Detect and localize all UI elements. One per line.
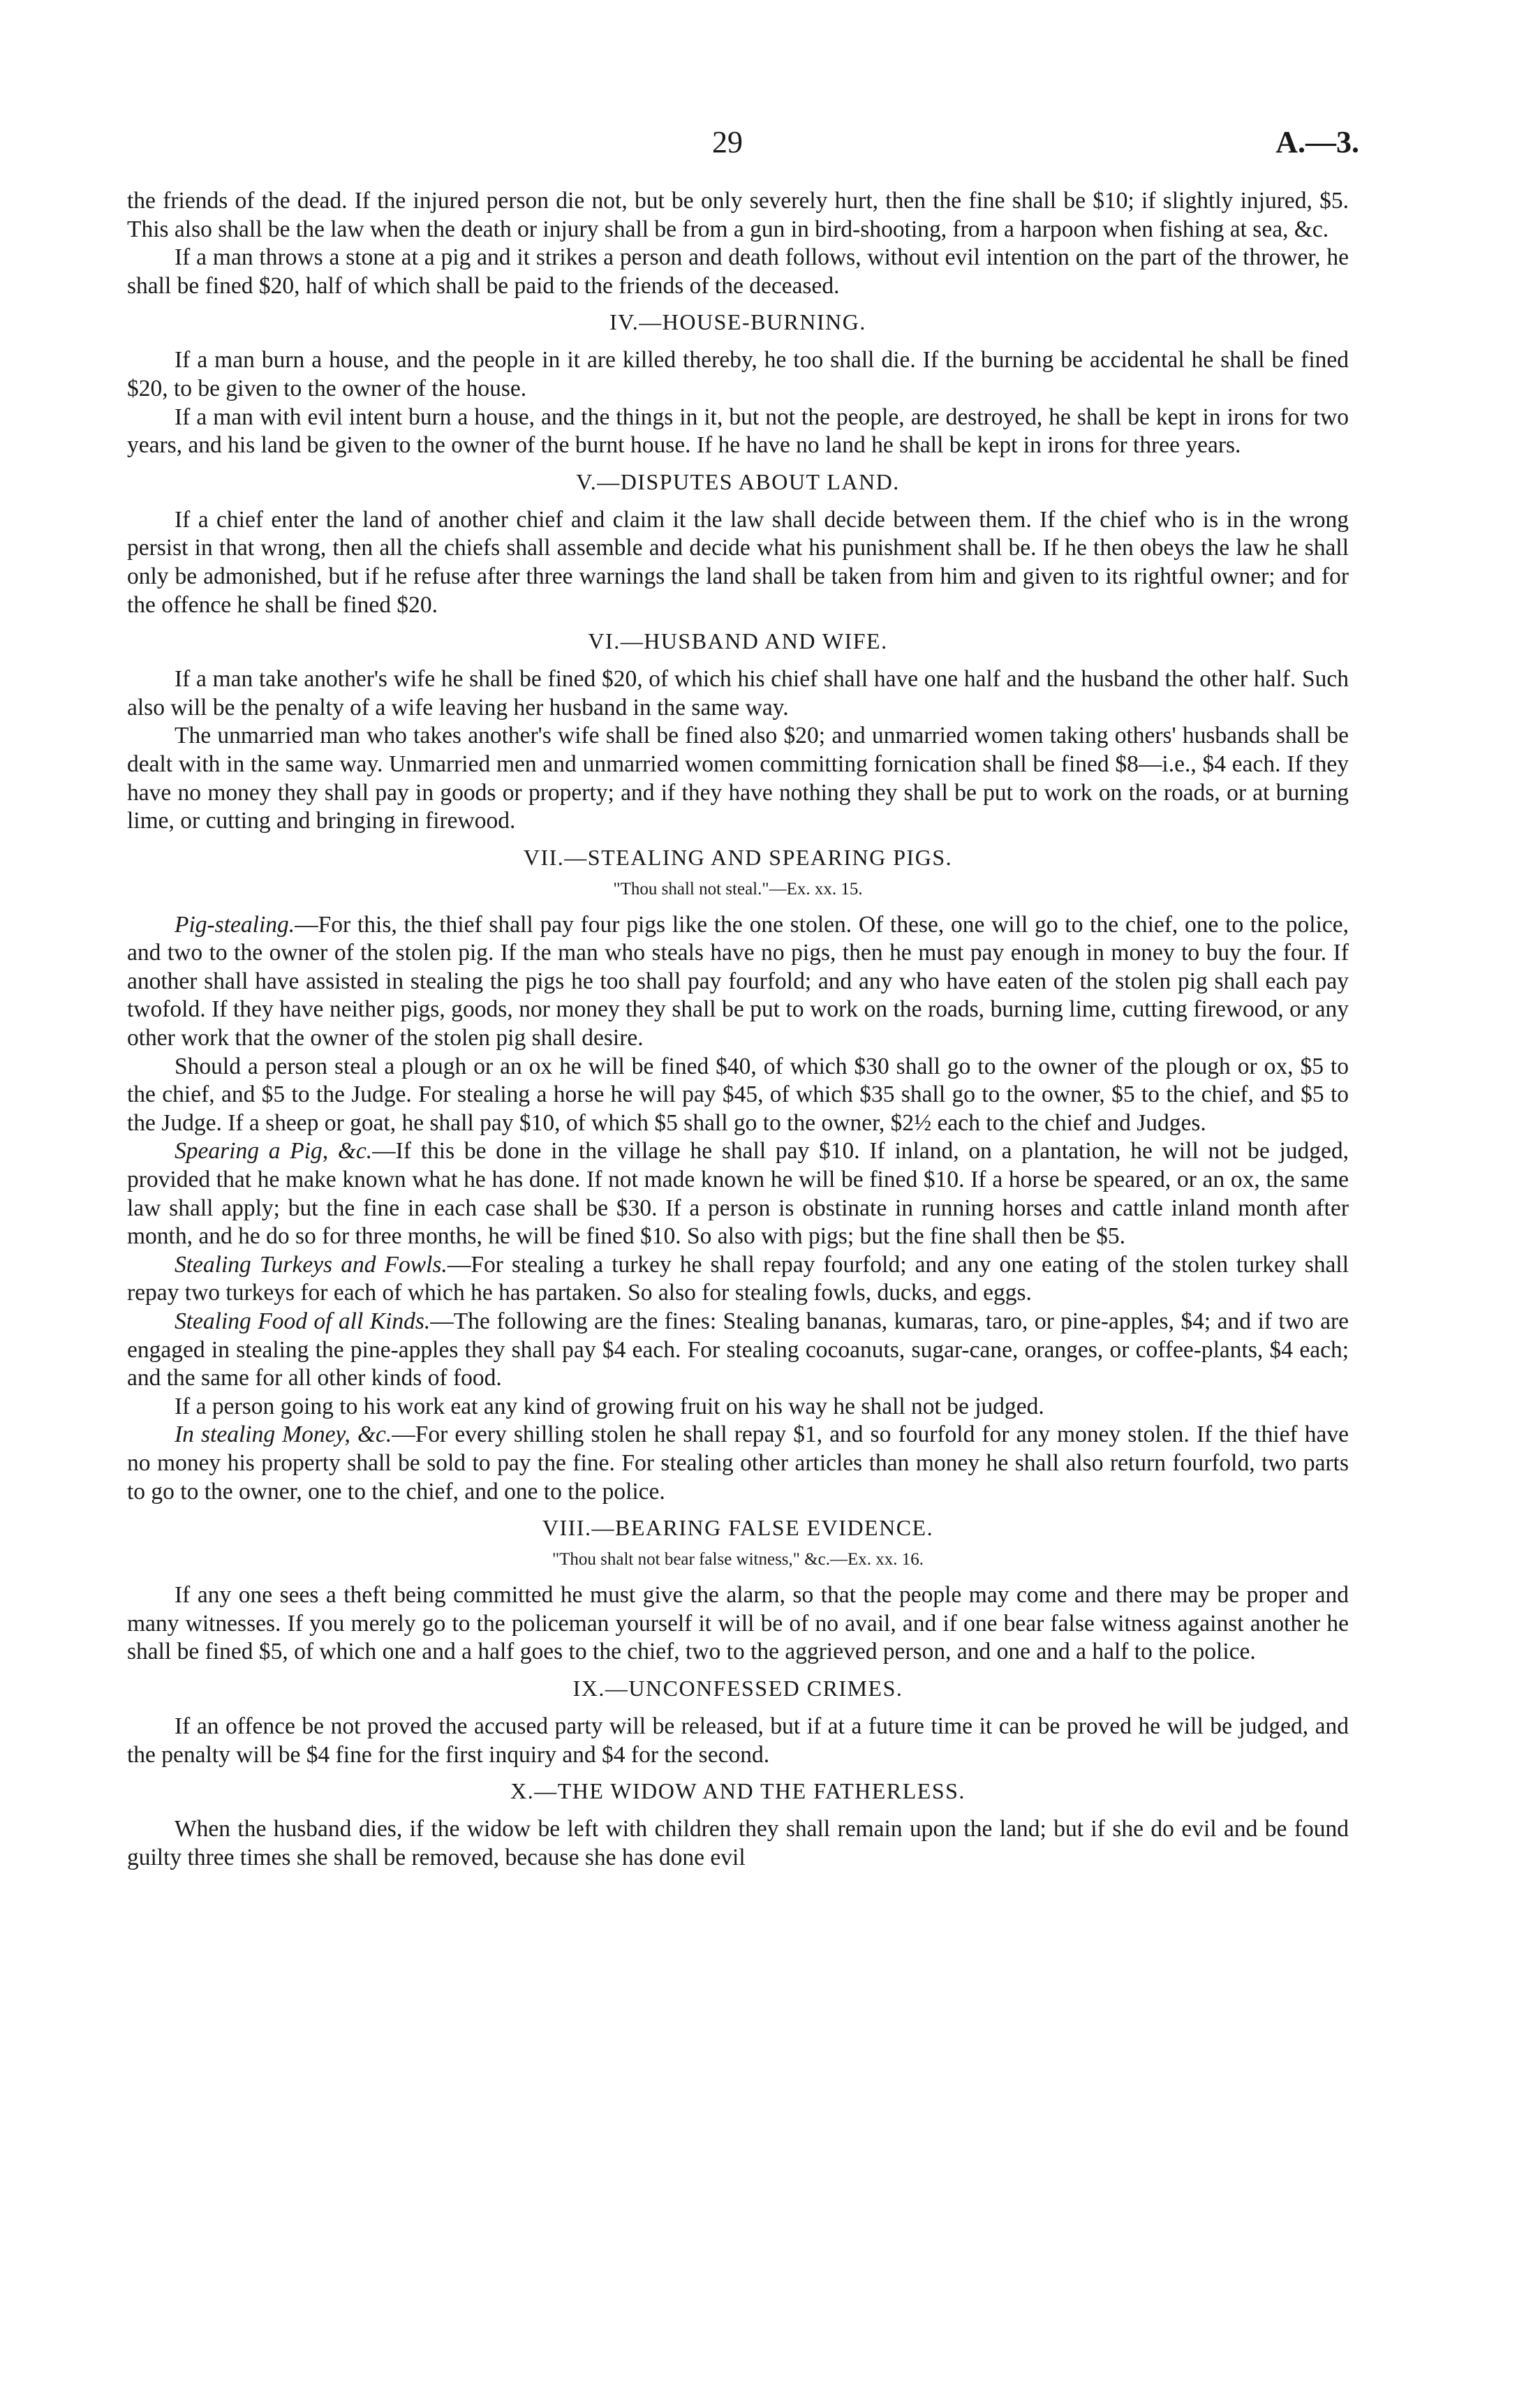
paragraph: If a chief enter the land of another chief and claim it the law shall decide between them. If the chief who is in the wrong persist in that wrong, then all the chiefs shall assemble and decide what his punishment shall be. If he then obeys the law he shall only be admonished, but if he refuse after three warnings the land shall be taken from him and given to its rightful owner; and for the offence he shall be fined $20. [127,506,1349,618]
paragraph [127,911,1349,1053]
body-text [127,187,1349,1872]
paragraph: If a man with evil intent burn a house, and the things in it, but not the people, are destroyed, he shall be kept in irons for two years, and his land be given to the owner of the burnt house. If he have no land he shall be kept in irons for three years. [127,404,1349,459]
paragraph: If a man burn a house, and the people in it are killed thereby, he too shall die. If the burning be accidental he shall be fined $20, to be given to the owner of the house. [127,347,1349,401]
paragraph: Should a person steal a plough or an ox he will be fined $40, of which $30 shall go to the owner of the plough or ox, $5 to the chief, and $5 to the Judge. For stealing a horse he will pay $45, of which $35 shall go to the owner, $5 to the chief, and $5 to the Judge. If a sheep or goat, he shall pay $10, of which $5 shall go to the owner, $2½ each to the chief and Judges. [127,1053,1349,1136]
paragraph-lead: In stealing Money, &c. [175,1421,392,1448]
section-heading: IX.—UNCONFESSED CRIMES. [572,1675,903,1701]
paragraph [127,1251,1349,1308]
paragraph: the friends of the dead. If the injured person die not, but be only severely hurt, then the fine shall be $10; if slightly injured, $5. This also shall be the law when the death or injury shall be from a gun in bird-shooting, from a harpoon when fishing at sea, &c. [127,188,1349,242]
paragraph-lead: Stealing Food of all Kinds. [175,1308,431,1334]
paragraph-text: —For stealing a turkey he shall repay fourfold; and any one eating of the stolen turkey shall repay two turkeys for each of which he has partaken. So also for stealing fowls, ducks, and eggs. [127,1251,1349,1306]
paragraph [127,1137,1349,1250]
paragraph [127,1421,1349,1506]
scripture-quote: "Thou shalt not bear false witness," &c.—Ex. xx. 16. [552,1550,924,1569]
running-header [0,124,1517,166]
paragraph: When the husband dies, if the widow be left with children they shall remain upon the land; but if she do evil and be found guilty three times she shall be removed, because she has done evil [127,1816,1349,1870]
paragraph: If a person going to his work eat any kind of growing fruit on his way he shall not be judged. [175,1393,1044,1419]
paragraph: If a man throws a stone at a pig and it strikes a person and death follows, without evil intention on the part of the thrower, he shall be fined $20, half of which shall be paid to the friends of the deceased. [127,244,1349,299]
paragraph-text: —For every shilling stolen he shall repay $1, and so fourfold for any money stolen. If the thief have no money his property shall be sold to pay the fine. For stealing other articles than money he shall also return fourfold, two parts to go to the owner, one to the chief, and one to the police. [127,1421,1349,1505]
paragraph-text: —The following are the fines: Stealing bananas, kumaras, taro, or pine-apples, $4; and if two are engaged in stealing the pine-apples they shall pay $4 each. For stealing cocoanuts, sugar-cane, oranges, or coffee-plants, $4 each; and the same for all other kinds of food. [127,1308,1349,1391]
paragraph: The unmarried man who takes another's wife shall be fined also $20; and unmarried women taking others' husbands shall be dealt with in the same way. Unmarried men and unmarried women committing fornication shall be fined $8—i.e., $4 each. If they have no money they shall pay in goods or property; and if they have nothing they shall be put to work on the roads, or at burning lime, or cutting and bringing in firewood. [127,723,1349,834]
paragraph-lead: Stealing Turkeys and Fowls. [175,1251,447,1278]
document-reference: A.—3. [1275,125,1359,159]
paragraph-text: —If this be done in the village he shall pay $10. If inland, on a plantation, he will not be judged, provided that he make known what he has done. If not made known he will be fined $10. If a horse be speared, or an ox, the same law shall apply; but the fine in each case shall be $30. If a person is obstinate in running horses and cattle inland month after month, and he do so for three months, he will be fined $10. So also with pigs; but the fine shall then be $5. [127,1138,1349,1250]
paragraph-lead: Spearing a Pig, &c. [175,1138,373,1165]
section-heading: VIII.—BEARING FALSE EVIDENCE. [542,1515,934,1541]
section-heading: VII.—STEALING AND SPEARING PIGS. [523,844,953,870]
paragraph: If a man take another's wife he shall be fined $20, of which his chief shall have one half and the husband the other half. Such also will be the penalty of a wife leaving her husband in the same way. [127,666,1349,721]
section-heading: X.—THE WIDOW AND THE FATHERLESS. [510,1778,965,1804]
page-number: 29 [712,125,743,159]
section-heading: V.—DISPUTES ABOUT LAND. [576,468,900,494]
section-heading: IV.—HOUSE-BURNING. [609,309,866,335]
paragraph: If any one sees a theft being committed he must give the alarm, so that the people may come and there may be proper and many witnesses. If you merely go to the policeman yourself it will be of no avail, and if one bear false witness against another he shall be fined $5, of which one and a half goes to the chief, two to the aggrieved person, and one and a half to the police. [127,1582,1349,1665]
paragraph-text: —For this, the thief shall pay four pigs like the one stolen. Of these, one will go to the chief, one to the police, and two to the owner of the stolen pig. If the man who steals have no pigs, then he must pay enough in money to buy the four. If another shall have assisted in stealing the pigs he too shall pay fourfold; and any who have eaten of the stolen pig shall each pay twofold. If they have neither pigs, goods, nor money they shall be put to work on the roads, burning lime, cutting firewood, or any other work that the owner of the stolen pig shall desire. [127,911,1349,1051]
paragraph [127,1308,1349,1393]
scripture-quote: "Thou shall not steal."—Ex. xx. 15. [613,879,863,899]
section-heading: VI.—HUSBAND AND WIFE. [588,628,888,654]
paragraph-lead: Pig-stealing. [175,911,295,938]
paragraph: If an offence be not proved the accused party will be released, but if at a future time it can be proved he will be judged, and the penalty will be $4 fine for the first inquiry and $4 for the second. [127,1713,1349,1768]
